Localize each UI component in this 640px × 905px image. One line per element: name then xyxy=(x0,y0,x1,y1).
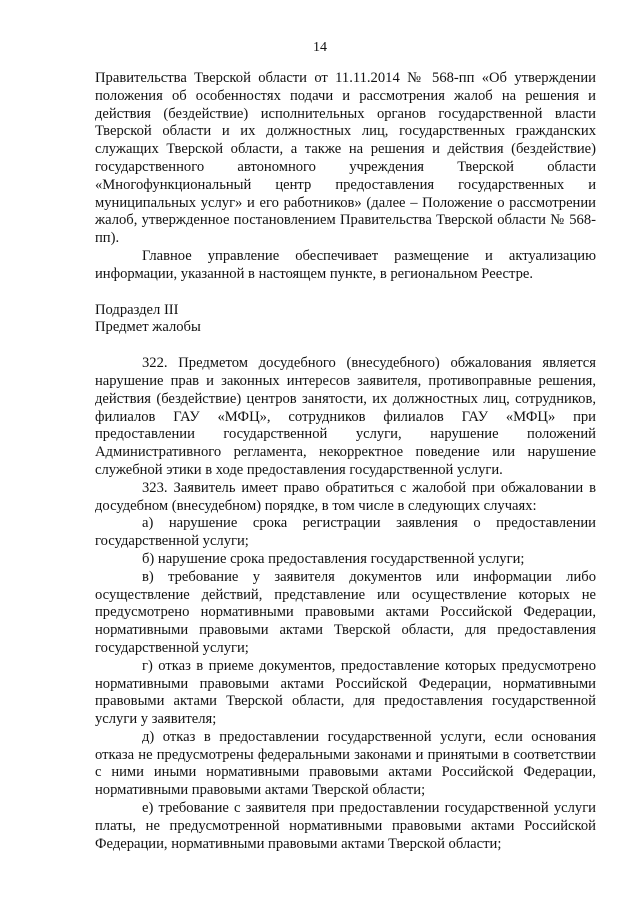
document-body xyxy=(95,70,596,853)
paragraph-continuation: Правительства Тверской области от 11.11.2014 № 568-пп «Об утверждении положения об особенностях подачи и рассмотрения жалоб на решения и действия (бездействие) исполнительных органов государственной власти Тверской области и их должностных лиц, государственных гражданских служащих Тверской области, а также на решения и действия (бездействие) государственного автономного учреждения Тверской области «Многофункциональный центр предоставления государственных и муниципальных услуг» и его работников» (далее – Положение о рассмотрении жалоб, утвержденное постановлением Правительства Тверской области № 568-пп). xyxy=(95,70,596,247)
page-number: 14 xyxy=(313,40,327,55)
paragraph-registry: Главное управление обеспечивает размещение и актуализацию информации, указанной в настоящем пункте, в региональном Реестре. xyxy=(95,247,596,282)
subsection-title: Подраздел III xyxy=(95,301,179,318)
subsection-subtitle: Предмет жалобы xyxy=(95,319,201,336)
list-item-v: в) требование у заявителя документов или информации либо осуществление действий, представление или осуществление которых не предусмотрено нормативными правовыми актами Российской Федерации, нормативными правовыми актами Тверской области, для предоставления государственной услуги; xyxy=(95,568,596,656)
list-item-e: е) требование с заявителя при предоставлении государственной услуги платы, не предусмотренной нормативными правовыми актами Российской Федерации, нормативными правовыми актами Тверской области; xyxy=(95,800,596,852)
list-item-g: г) отказ в приеме документов, предоставление которых предусмотрено нормативными правовыми актами Российской Федерации, нормативными правовыми актами Тверской области, для предоставления государственной услуги у заявителя; xyxy=(95,657,596,728)
list-item-b: б) нарушение срока предоставления государственной услуги; xyxy=(142,550,525,567)
paragraph-323: 323. Заявитель имеет право обратиться с жалобой при обжаловании в досудебном (внесудебном) порядке, в том числе в следующих случаях: xyxy=(95,479,596,514)
list-item-a: а) нарушение срока регистрации заявления о предоставлении государственной услуги; xyxy=(95,515,596,550)
list-item-d: д) отказ в предоставлении государственной услуги, если основания отказа не предусмотрены федеральными законами и принятыми в соответствии с ними иными нормативными правовыми актами Российской Федерации, нормативными правовыми актами Тверской области; xyxy=(95,728,596,799)
section-heading xyxy=(95,302,596,338)
paragraph-322: 322. Предметом досудебного (внесудебного) обжалования является нарушение прав и законных интересов заявителя, противоправные решения, действия (бездействие) центров занятости, их должностных лиц, сотрудников, филиалов ГАУ «МФЦ», сотрудников филиалов ГАУ «МФЦ» при предоставлении государственной услуги, нарушение положений Административного регламента, некорректное поведение или нарушение служебной этики в ходе предоставления государственной услуги. xyxy=(95,355,596,478)
